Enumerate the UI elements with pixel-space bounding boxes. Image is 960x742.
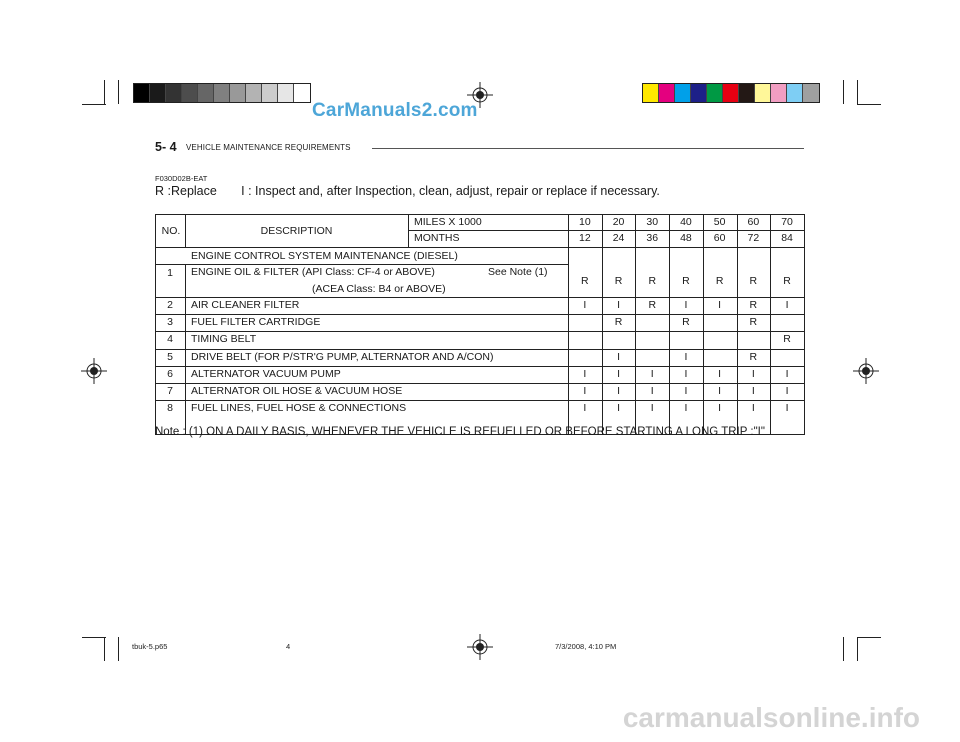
- crop-mark: [82, 637, 106, 638]
- interval-value: I: [617, 350, 620, 363]
- color-swatch: [723, 84, 739, 102]
- interval-value: I: [684, 367, 688, 380]
- row-number: 4: [167, 333, 173, 346]
- interval-value: I: [650, 385, 654, 397]
- interval-value: I: [751, 402, 755, 415]
- color-swatch: [739, 84, 755, 102]
- row-description: TIMING BELT: [191, 333, 257, 346]
- crop-mark: [104, 80, 105, 104]
- row-number: 3: [167, 316, 173, 329]
- interval-value: I: [583, 299, 587, 311]
- interval-value: R: [682, 275, 690, 287]
- interval-value: I: [751, 367, 755, 380]
- row-description: FUEL FILTER CARTRIDGE: [191, 316, 321, 329]
- table-rule: [185, 264, 186, 435]
- crop-mark: [857, 80, 858, 104]
- gray-swatch: [182, 84, 198, 102]
- color-swatch: [771, 84, 787, 102]
- column-header-description: DESCRIPTION: [260, 225, 333, 237]
- note: Note : (1) ON A DAILY BASIS, WHENEVER THE VEHICLE IS REFUELLED OR BEFORE STARTING A LONG TRIP :"I": [155, 426, 765, 438]
- gray-swatch: [294, 84, 310, 102]
- row-note-ref: See Note (1): [488, 266, 548, 278]
- row-description: ENGINE OIL & FILTER (API Class: CF-4 or ABOVE): [191, 266, 435, 278]
- months-value: 36: [646, 232, 659, 244]
- row-description-line2: (ACEA Class: B4 or ABOVE): [312, 283, 446, 295]
- interval-value: I: [684, 402, 688, 415]
- crop-mark: [843, 637, 844, 661]
- gray-swatch: [214, 84, 230, 102]
- miles-label: MILES X 1000: [414, 216, 482, 228]
- interval-value: I: [684, 385, 688, 397]
- row-description: ALTERNATOR VACUUM PUMP: [191, 367, 341, 380]
- row-description: DRIVE BELT (FOR P/STR'G PUMP, ALTERNATOR AND A/CON): [191, 350, 494, 363]
- row-number: 7: [167, 385, 173, 397]
- interval-value: I: [650, 402, 654, 415]
- color-swatch: [755, 84, 771, 102]
- miles-value: 20: [612, 216, 625, 228]
- crop-mark: [857, 104, 881, 105]
- row-number: 2: [167, 299, 173, 311]
- column-header-no: NO.: [161, 225, 181, 237]
- section-title: VEHICLE MAINTENANCE REQUIREMENTS: [186, 143, 351, 152]
- table-rule: [155, 331, 804, 332]
- months-value: 60: [713, 232, 726, 244]
- gray-swatch: [230, 84, 246, 102]
- grayscale-calibration-bar: [133, 83, 311, 103]
- crop-mark: [82, 104, 106, 105]
- legend: R :Replace I : Inspect and, after Inspection, clean, adjust, repair or replace if necessary.: [155, 184, 660, 198]
- interval-value: I: [617, 367, 620, 380]
- registration-target-icon: [853, 358, 879, 384]
- color-calibration-bar: [642, 83, 820, 103]
- interval-value: I: [785, 299, 789, 311]
- interval-value: I: [583, 385, 587, 397]
- interval-value: I: [583, 402, 587, 415]
- header-rule: [372, 148, 804, 149]
- interval-value: I: [617, 385, 620, 397]
- months-value: 48: [680, 232, 692, 244]
- interval-value: I: [785, 385, 789, 397]
- table-rule: [155, 400, 804, 401]
- crop-mark: [843, 80, 844, 104]
- crop-mark: [118, 80, 119, 104]
- interval-value: R: [614, 275, 623, 287]
- months-value: 84: [781, 232, 793, 244]
- watermark-top: CarManuals2.com: [312, 100, 478, 121]
- miles-value: 50: [713, 216, 726, 228]
- interval-value: R: [614, 316, 623, 329]
- table-rule: [155, 247, 804, 248]
- color-swatch: [643, 84, 659, 102]
- table-rule: [155, 349, 804, 350]
- table-rule: [155, 264, 568, 265]
- interval-value: I: [751, 385, 755, 397]
- table-rule: [155, 297, 804, 298]
- row-number: 1: [167, 267, 173, 279]
- months-value: 72: [747, 232, 760, 244]
- table-rule: [804, 214, 805, 435]
- crop-mark: [857, 637, 881, 638]
- interval-value: R: [749, 316, 758, 329]
- interval-value: R: [749, 299, 758, 311]
- footer-datetime: 7/3/2008, 4:10 PM: [555, 642, 617, 651]
- months-value: 12: [579, 232, 591, 244]
- crop-mark: [118, 637, 119, 661]
- row-description: AIR CLEANER FILTER: [191, 299, 300, 311]
- row-description: FUEL LINES, FUEL HOSE & CONNECTIONS: [191, 402, 407, 415]
- interval-value: I: [684, 350, 688, 363]
- interval-value: R: [715, 275, 724, 287]
- registration-target-icon: [81, 358, 107, 384]
- interval-value: R: [749, 350, 758, 363]
- gray-swatch: [246, 84, 262, 102]
- interval-value: I: [583, 367, 587, 380]
- crop-mark: [104, 637, 105, 661]
- interval-value: R: [783, 333, 791, 346]
- miles-value: 70: [781, 216, 793, 228]
- interval-value: R: [682, 316, 690, 329]
- table-rule: [408, 230, 804, 231]
- crop-mark: [857, 637, 858, 661]
- footer-file: tbuk-5.p65: [132, 642, 168, 651]
- interval-value: I: [617, 402, 620, 415]
- color-swatch: [675, 84, 691, 102]
- footer-page: 4: [286, 642, 291, 651]
- table-rule: [155, 383, 804, 384]
- interval-value: I: [684, 299, 688, 311]
- table-rule: [155, 214, 804, 215]
- row-number: 8: [167, 402, 173, 415]
- interval-value: I: [785, 402, 789, 415]
- gray-swatch: [134, 84, 150, 102]
- document-code: F030D02B-EAT: [155, 174, 208, 183]
- interval-value: R: [648, 299, 657, 311]
- interval-value: I: [718, 367, 722, 380]
- row-number: 5: [167, 350, 173, 363]
- interval-value: I: [718, 385, 722, 397]
- gray-swatch: [198, 84, 214, 102]
- months-value: 24: [612, 232, 625, 244]
- gray-swatch: [278, 84, 294, 102]
- miles-value: 60: [747, 216, 760, 228]
- color-swatch: [707, 84, 723, 102]
- interval-value: I: [617, 299, 620, 311]
- watermark-bottom: carmanualsonline.info: [622, 702, 920, 733]
- interval-value: R: [783, 275, 791, 287]
- registration-target-icon: [467, 634, 493, 660]
- page-number: 5- 4: [155, 140, 177, 154]
- gray-swatch: [150, 84, 166, 102]
- color-swatch: [659, 84, 675, 102]
- row-number: 6: [167, 367, 173, 380]
- color-swatch: [691, 84, 707, 102]
- interval-value: I: [650, 367, 654, 380]
- interval-value: R: [581, 275, 589, 287]
- color-swatch: [787, 84, 803, 102]
- interval-value: I: [718, 299, 722, 311]
- months-label: MONTHS: [414, 232, 460, 244]
- gray-swatch: [166, 84, 182, 102]
- miles-value: 30: [646, 216, 659, 228]
- interval-value: R: [648, 275, 657, 287]
- table-rule: [155, 366, 804, 367]
- interval-value: R: [749, 275, 758, 287]
- miles-value: 10: [579, 216, 591, 228]
- interval-value: I: [785, 367, 789, 380]
- color-swatch: [803, 84, 819, 102]
- section-heading: ENGINE CONTROL SYSTEM MAINTENANCE (DIESEL): [191, 250, 458, 262]
- interval-value: I: [718, 402, 722, 415]
- table-rule: [155, 314, 804, 315]
- row-description: ALTERNATOR OIL HOSE & VACUUM HOSE: [191, 385, 403, 397]
- gray-swatch: [262, 84, 278, 102]
- table-rule: [408, 214, 409, 247]
- miles-value: 40: [680, 216, 692, 228]
